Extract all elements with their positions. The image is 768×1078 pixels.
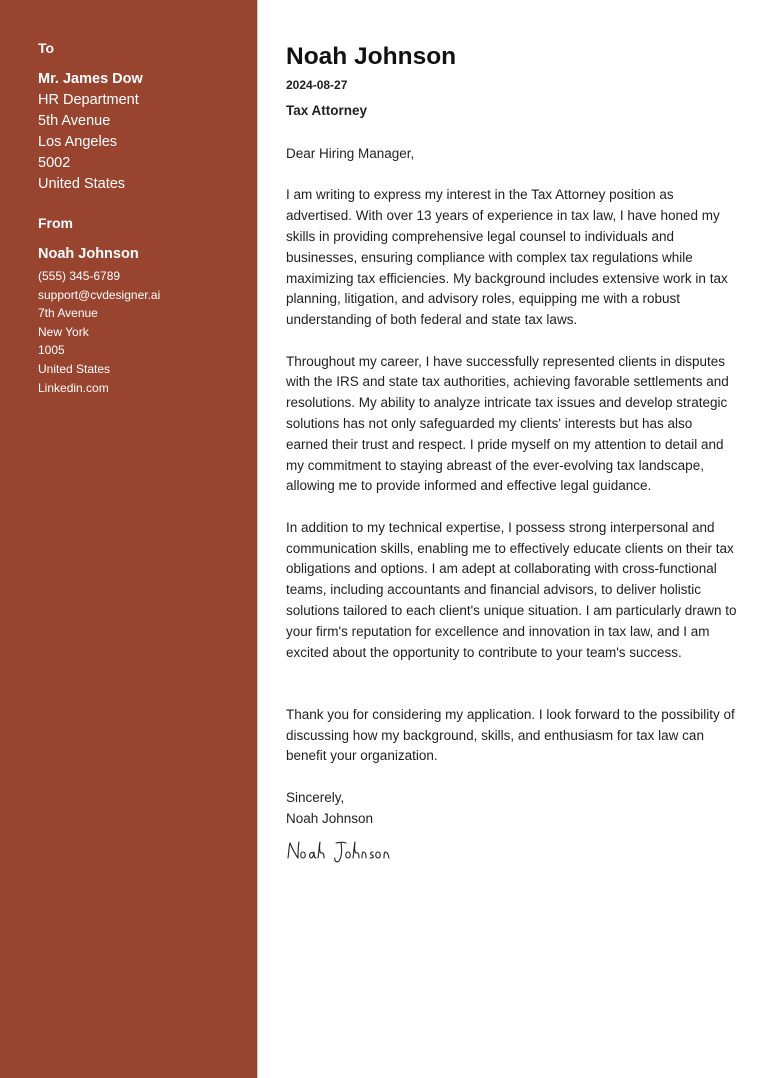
from-heading: From xyxy=(38,215,73,231)
recipient-street: 5th Avenue xyxy=(38,113,111,129)
sender-linkedin: Linkedin.com xyxy=(38,380,109,395)
letter-date: 2024-08-27 xyxy=(286,78,348,92)
recipient-postcode: 5002 xyxy=(38,155,71,171)
sender-country: United States xyxy=(38,361,111,376)
sender-email: support@cvdesigner.ai xyxy=(38,287,161,302)
sender-postcode: 1005 xyxy=(38,343,65,358)
letter-body xyxy=(258,0,768,1078)
sender-street: 7th Avenue xyxy=(38,306,98,321)
greeting: Dear Hiring Manager, xyxy=(286,146,415,161)
paragraph-3: In addition to my technical expertise, I possess strong interpersonal and communication skills, enabling me to effectively educate clients on their tax obligations and options. I am adept at collaborating with cross-functional teams, including accountants and financial advisors, to deliver holistic solutions tailored to each client's unique situation. I am particularly drawn to your firm's reputation for excellence and innovation in tax law, and I am excited about the opportunity to contribute to your team's success. xyxy=(286,519,737,660)
sender-city: New York xyxy=(38,324,89,339)
signature-image xyxy=(286,839,396,865)
closing-block xyxy=(286,788,738,830)
closing-name: Noah Johnson xyxy=(286,810,374,826)
paragraph-2: Throughout my career, I have successfully represented clients in disputes with the IRS and state tax authorities, achieving favorable settlements and resolutions. My ability to analyze intricate tax issues and develop strategic solutions has not only safeguarded my clients' interests but has also earned their trust and respect. I pride myself on my attention to detail and my commitment to staying abreast of the ever-evolving tax landscape, allowing me to provide informed and effective legal guidance. xyxy=(286,353,729,494)
closing-salutation: Sincerely, xyxy=(286,789,345,805)
sender-block xyxy=(38,215,257,397)
handwritten-signature xyxy=(286,839,738,870)
sender-name: Noah Johnson xyxy=(38,246,139,262)
recipient-department: HR Department xyxy=(38,92,139,108)
recipient-name: Mr. James Dow xyxy=(38,71,143,87)
sidebar xyxy=(0,0,257,1078)
to-heading: To xyxy=(38,40,55,56)
applicant-name: Noah Johnson xyxy=(286,43,457,70)
job-title: Tax Attorney xyxy=(286,103,368,118)
recipient-block xyxy=(38,40,257,195)
sender-phone: (555) 345-6789 xyxy=(38,269,121,283)
paragraph-1: I am writing to express my interest in the Tax Attorney position as advertised. With over 13 years of experience in tax law, I have honed my skills in providing comprehensive legal counsel to individuals and businesses, ensuring compliance with complex tax regulations while maximizing tax efficiencies. My background includes extensive work in tax planning, litigation, and advisory roles, equipping me with a robust understanding of both federal and state tax laws. xyxy=(286,187,728,328)
recipient-city: Los Angeles xyxy=(38,134,118,150)
paragraph-4: Thank you for considering my application. I look forward to the possibility of discussing how my background, skills, and enthusiasm for tax law can benefit your organization. xyxy=(286,706,735,764)
recipient-country: United States xyxy=(38,176,126,192)
